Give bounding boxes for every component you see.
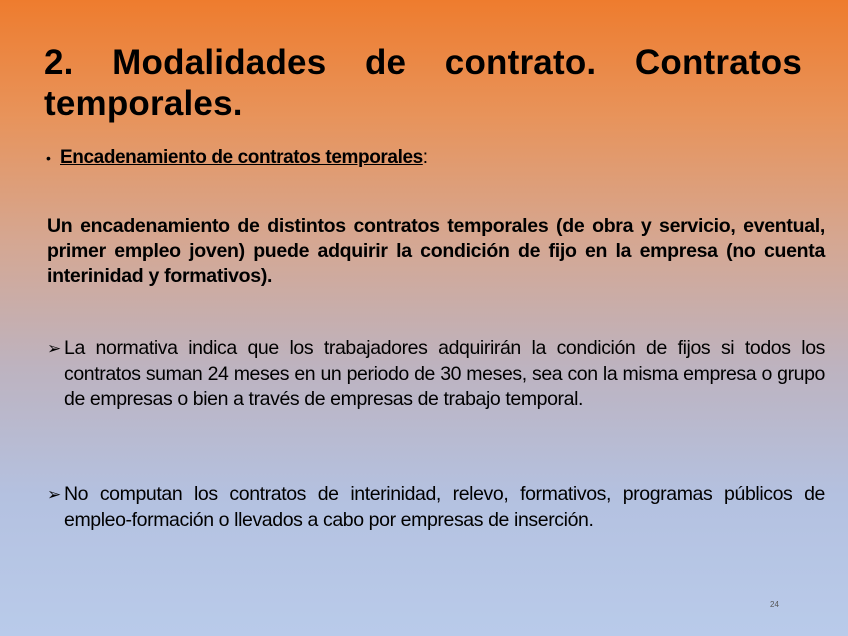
bullet-heading — [46, 147, 428, 169]
page-number: 24 — [770, 600, 779, 609]
bullet-dot-icon: • — [46, 150, 51, 166]
arrow-bullet-icon: ➢ — [47, 339, 62, 358]
bullet-heading-suffix: : — [422, 147, 428, 168]
list-item-text: La normativa indica que los trabajadores adquirirán la condición de fijos si todos los contratos suman 24 meses en un periodo de 30 meses, sea con la misma empresa o grupo de empresas o bien a través de empresas de trabajo temporal. — [64, 337, 825, 410]
bullet-heading-label: Encadenamiento de contratos temporales — [60, 147, 423, 168]
slide-title: 2. Modalidades de contrato. Contratos temporales. — [44, 43, 802, 123]
list-item — [47, 336, 825, 413]
intro-paragraph: Un encadenamiento de distintos contratos temporales (de obra y servicio, eventual, primer empleo joven) puede adquirir la condición de fijo en la empresa (no cuenta interinidad y formativos). — [47, 215, 825, 287]
list-item-text: No computan los contratos de interinidad, relevo, formativos, programas públicos de empleo-formación o llevados a cabo por empresas de inserción. — [64, 483, 825, 531]
list-item — [47, 482, 825, 533]
arrow-bullet-icon: ➢ — [47, 485, 62, 504]
